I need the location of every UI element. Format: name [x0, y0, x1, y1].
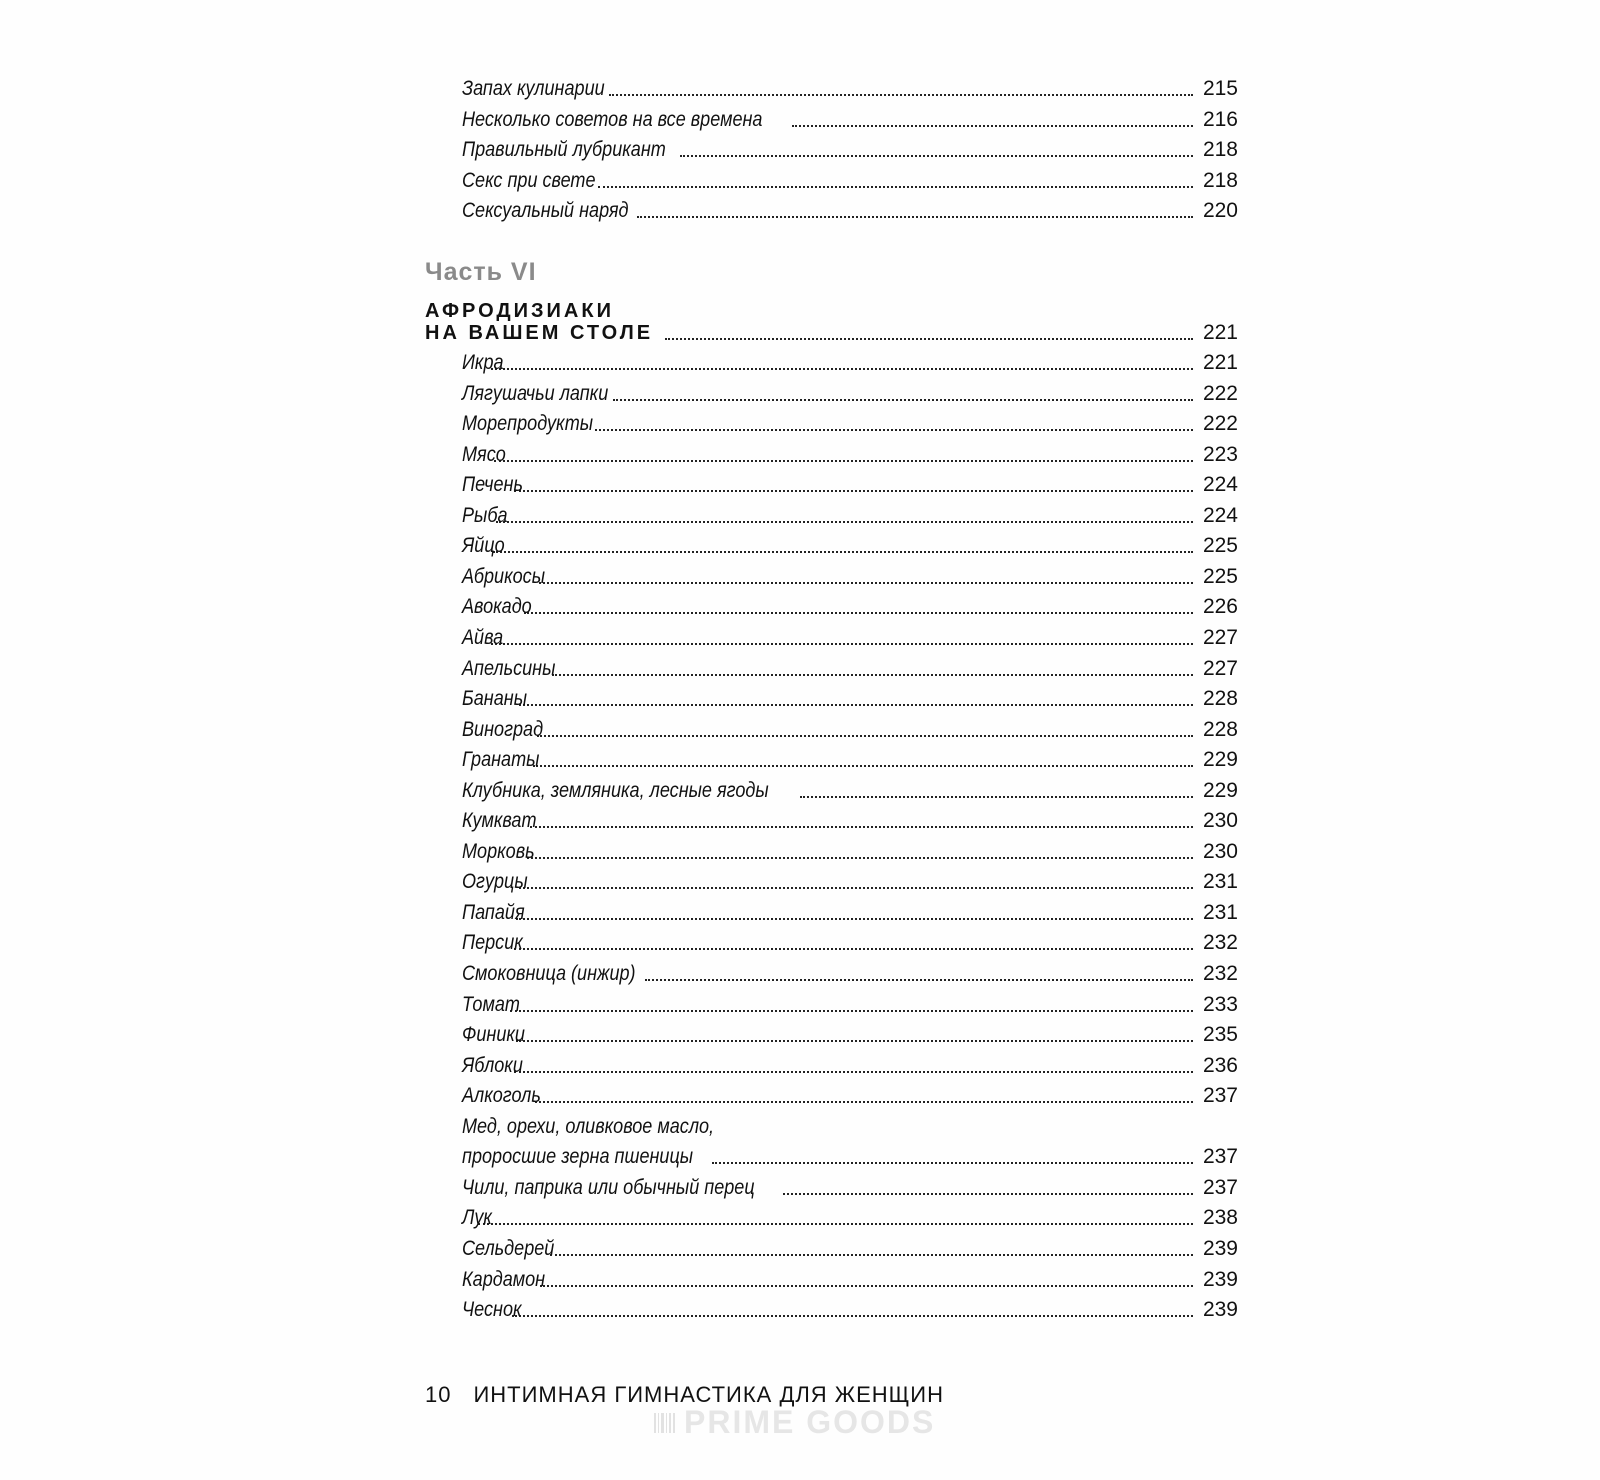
toc-entry	[462, 713, 1238, 743]
toc-entry	[462, 835, 1238, 865]
leader-dots	[516, 918, 1193, 920]
leader-dots	[665, 338, 1193, 340]
leader-dots	[595, 429, 1193, 431]
toc-page-number: 231	[1202, 900, 1238, 924]
toc-entry-label: Финики	[462, 1023, 525, 1047]
leader-dots	[637, 216, 1193, 218]
leader-dots	[514, 948, 1193, 950]
toc-entry	[462, 621, 1238, 651]
toc-page-number: 235	[1202, 1023, 1238, 1047]
toc-entry-label: Смоковница (инжир)	[462, 962, 636, 985]
toc-entry-label: Лук	[462, 1206, 492, 1230]
toc-entry	[462, 590, 1238, 620]
leader-dots	[783, 1193, 1193, 1195]
toc-entry-label: Правильный лубрикант	[462, 138, 666, 161]
toc-entry	[462, 1110, 1238, 1140]
toc-page-number: 237	[1202, 1145, 1238, 1169]
toc-entry	[462, 1018, 1238, 1048]
toc-page-number: 225	[1202, 564, 1238, 588]
toc-entry	[462, 1293, 1238, 1323]
toc-entry-label: Апельсины	[462, 656, 556, 680]
toc-entry-label: Мед, орехи, оливковое масло,	[462, 1114, 715, 1138]
toc-entry	[462, 865, 1238, 895]
toc-page-number: 232	[1202, 931, 1238, 955]
toc-entry	[462, 774, 1238, 804]
toc-page-number: 232	[1202, 962, 1238, 985]
toc-entry-label: Клубника, земляника, лесные ягоды	[462, 778, 769, 802]
leader-dots	[496, 521, 1193, 523]
toc-page-number: 224	[1202, 503, 1238, 527]
watermark	[652, 1404, 935, 1441]
toc-entry-label: Рыба	[462, 503, 508, 527]
toc-entry-label: Печень	[462, 473, 523, 497]
toc-entry-label: Огурцы	[462, 870, 528, 894]
toc-page-number: 239	[1202, 1267, 1238, 1291]
leader-dots	[510, 1010, 1193, 1012]
toc-entry-label: Секс при свете	[462, 168, 596, 192]
toc-entry	[462, 896, 1238, 926]
toc-page-number: 226	[1202, 595, 1238, 619]
toc-page-number: 231	[1202, 870, 1238, 894]
leader-dots	[491, 643, 1193, 645]
leader-dots	[491, 368, 1193, 370]
toc-entry	[462, 560, 1238, 590]
toc-entry-label: Чеснок	[462, 1298, 522, 1322]
toc-entry-label: Лягушачьи лапки	[462, 381, 609, 405]
toc-entry	[462, 682, 1238, 712]
barcode-icon	[652, 1410, 678, 1436]
toc-page-number: 223	[1202, 442, 1238, 466]
toc-page-number: 228	[1202, 687, 1238, 711]
section-heading-line1: АФРОДИЗИАКИ	[425, 300, 614, 322]
leader-dots	[609, 94, 1193, 96]
toc-page-number: 230	[1202, 839, 1238, 863]
leader-dots	[530, 826, 1193, 828]
toc-page-number: 222	[1202, 412, 1238, 436]
toc-entry-label: Икра	[462, 351, 504, 374]
toc-entry-label: Томат	[462, 992, 520, 1016]
leader-dots	[514, 1071, 1193, 1073]
toc-entry	[462, 926, 1238, 956]
toc-entry-label: проросшие зерна пшеницы	[462, 1145, 694, 1169]
leader-dots	[680, 155, 1193, 157]
footer-page-number: 10	[425, 1382, 452, 1407]
toc-page-number: 220	[1202, 199, 1238, 222]
toc-entry-label: Гранаты	[462, 748, 540, 772]
toc-page-number: 236	[1202, 1053, 1238, 1077]
toc-page-number: 237	[1202, 1084, 1238, 1108]
toc-page-number: 229	[1202, 748, 1238, 772]
toc-entry	[462, 103, 1238, 133]
toc-entry-label: Абрикосы	[462, 564, 545, 588]
toc-entry	[462, 1263, 1238, 1293]
toc-page-number: 221	[1202, 351, 1238, 374]
leader-dots	[598, 186, 1193, 188]
toc-entry	[462, 988, 1238, 1018]
toc-entry	[462, 1171, 1238, 1201]
leader-dots	[535, 1101, 1193, 1103]
toc-entry	[462, 1140, 1238, 1170]
toc-page-number: 228	[1202, 717, 1238, 741]
toc-entry-label: Кардамон	[462, 1267, 546, 1291]
toc-entry-label: Яйцо	[462, 534, 505, 558]
watermark-text: PRIME GOODS	[684, 1404, 936, 1440]
toc-page-number: 215	[1202, 77, 1238, 100]
leader-dots	[539, 582, 1192, 584]
toc-entry-label: Чили, паприка или обычный перец	[462, 1175, 755, 1199]
toc-entry-label: Мясо	[462, 442, 506, 466]
toc-entry	[462, 957, 1238, 987]
toc-page-number: 239	[1202, 1298, 1238, 1322]
toc-entry	[462, 1201, 1238, 1231]
leader-dots	[512, 1315, 1193, 1317]
toc-page-number: 229	[1202, 778, 1238, 802]
section-heading-line2: НА ВАШЕМ СТОЛЕ	[425, 322, 654, 344]
toc-page-number: 218	[1202, 138, 1238, 161]
leader-dots	[712, 1162, 1193, 1164]
toc-entry	[462, 529, 1238, 559]
leader-dots	[613, 399, 1193, 401]
toc-entry-label: Алкоголь	[462, 1084, 541, 1108]
toc-page-number: 227	[1202, 656, 1238, 680]
leader-dots	[540, 1285, 1193, 1287]
toc-entry-label: Айва	[462, 625, 504, 649]
toc-entry-label: Морковь	[462, 839, 535, 863]
toc-entry	[462, 194, 1238, 224]
toc-entry	[462, 1079, 1238, 1109]
toc-page-number: 233	[1202, 992, 1238, 1016]
leader-dots	[519, 887, 1193, 889]
toc-entry-label: Авокадо	[462, 595, 532, 619]
leader-dots	[537, 735, 1193, 737]
part-title: Часть VI	[425, 258, 537, 286]
toc-entry	[462, 652, 1238, 682]
toc-page-number: 227	[1202, 625, 1238, 649]
toc-entry	[462, 407, 1238, 437]
toc-entry-label: Несколько советов на все времена	[462, 107, 763, 131]
leader-dots	[516, 1040, 1193, 1042]
toc-entry-section-heading	[425, 316, 1238, 346]
leader-dots	[550, 1254, 1193, 1256]
leader-dots	[494, 460, 1193, 462]
toc-entry-label: Персик	[462, 931, 523, 955]
toc-page-number: 238	[1202, 1206, 1238, 1230]
toc-entry-label: Папайя	[462, 900, 525, 924]
toc-entry-label: Бананы	[462, 687, 528, 711]
toc-page-number: 237	[1202, 1175, 1238, 1199]
toc-page-number: 216	[1202, 107, 1238, 131]
toc-entry	[462, 164, 1238, 194]
toc-entry	[462, 133, 1238, 163]
toc-entry-label: Виноград	[462, 717, 544, 741]
toc-entry-label: Кумкват	[462, 809, 537, 833]
toc-entry	[462, 804, 1238, 834]
toc-page-number: 239	[1202, 1236, 1238, 1260]
toc-page-number: 221	[1202, 321, 1238, 344]
toc-page-number: 224	[1202, 473, 1238, 497]
toc-entry	[462, 72, 1238, 102]
leader-dots	[645, 979, 1193, 981]
toc-entry-label: Запах кулинарии	[462, 77, 605, 100]
toc-page-number: 222	[1202, 381, 1238, 405]
leader-dots	[524, 612, 1193, 614]
leader-dots	[533, 765, 1193, 767]
toc-entry-label: Яблоки	[462, 1053, 523, 1077]
leader-dots	[478, 1223, 1193, 1225]
toc-entry-label: Сельдерей	[462, 1236, 555, 1260]
leader-dots	[514, 490, 1193, 492]
toc-entry	[462, 1232, 1238, 1262]
toc-entry	[462, 743, 1238, 773]
leader-dots	[493, 551, 1193, 553]
leader-dots	[527, 857, 1193, 859]
footer-book-title: ИНТИМНАЯ ГИМНАСТИКА ДЛЯ ЖЕНЩИН	[473, 1382, 944, 1407]
toc-entry	[462, 438, 1238, 468]
leader-dots	[519, 704, 1193, 706]
leader-dots	[800, 796, 1193, 798]
leader-dots	[552, 674, 1193, 676]
toc-entry	[462, 377, 1238, 407]
toc-page-number: 225	[1202, 534, 1238, 558]
toc-entry	[462, 499, 1238, 529]
toc-page-number: 218	[1202, 168, 1238, 192]
toc-entry	[462, 1049, 1238, 1079]
toc-entry	[462, 346, 1238, 376]
toc-entry	[462, 468, 1238, 498]
toc-page-number: 230	[1202, 809, 1238, 833]
leader-dots	[792, 125, 1193, 127]
toc-entry-label: Сексуальный наряд	[462, 199, 629, 222]
toc-entry-label: Морепродукты	[462, 412, 594, 436]
